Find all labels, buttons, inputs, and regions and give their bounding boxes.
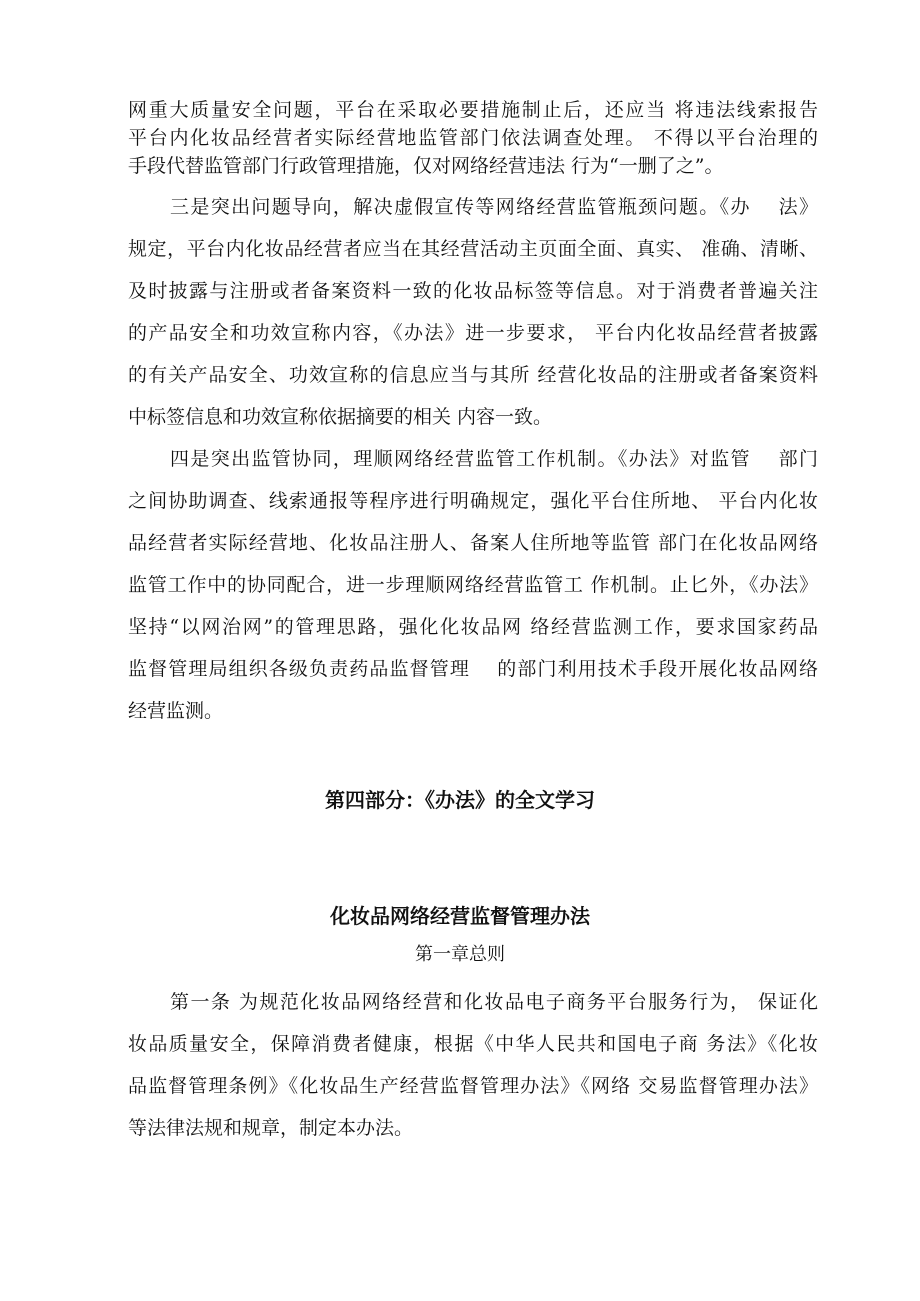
text-line: 的产品安全和功效宣称内容，《办法》进一步要求， 平台内化妆品经营者披露 xyxy=(128,322,818,344)
section-heading: 第四部分：《办法》的全文学习 xyxy=(325,788,595,812)
text-line: 网重大质量安全问题，平台在采取必要措施制止后，还应当 将违法线索报告 xyxy=(128,99,818,121)
text-line: 平台内化妆品经营者实际经营地监管部门依法调查处理。 不得以平台治理的 xyxy=(128,127,818,149)
text-line: 第一条 为规范化妆品网络经营和化妆品电子商务平台服务行为， 保证化 xyxy=(170,991,818,1013)
text-line: 妆品质量安全，保障消费者健康，根据《中华人民共和国电子商 务法》《化妆 xyxy=(128,1033,818,1055)
text-line: 品经营者实际经营地、化妆品注册人、备案人住所地等监管 部门在化妆品网络 xyxy=(128,532,818,554)
text-line: 监督管理局组织各级负责药品监督管理 的部门利用技术手段开展化妆品网络 xyxy=(128,658,818,680)
text-line: 监管工作中的协同配合，进一步理顺网络经营监管工 作机制。止匕外，《办法》 xyxy=(128,574,818,596)
chapter-title: 第一章总则 xyxy=(415,944,505,965)
text-line: 品监督管理条例》《化妆品生产经营监督管理办法》《网络 交易监督管理办法》 xyxy=(128,1075,818,1097)
text-line: 四是突出监管协同，理顺网络经营监管工作机制。《办法》对监管 部门 xyxy=(170,448,818,470)
text-line: 三是突出问题导向，解决虚假宣传等网络经营监管瓶颈问题。《办 法》 xyxy=(170,196,818,218)
document-title: 化妆品网络经营监督管理办法 xyxy=(330,904,590,928)
text-line: 的有关产品安全、功效宣称的信息应当与其所 经营化妆品的注册或者备案资料 xyxy=(128,364,818,386)
text-line: 之间协助调查、线索通报等程序进行明确规定，强化平台住所地、 平台内化妆 xyxy=(128,490,818,512)
text-line: 规定，平台内化妆品经营者应当在其经营活动主页面全面、真实、 准确、清晰、 xyxy=(128,238,818,260)
text-line: 等法律法规和规章，制定本办法。 xyxy=(128,1117,414,1139)
text-line: 经营监测。 xyxy=(128,700,224,722)
text-line: 及时披露与注册或者备案资料一致的化妆品标签等信息。对于消费者普遍关注 xyxy=(128,280,818,302)
text-line: 手段代替监管部门行政管理措施，仅对网络经营违法 行为“一删了之”。 xyxy=(128,155,724,177)
text-line: 坚持“以网治网”的管理思路，强化化妆品网 络经营监测工作，要求国家药品 xyxy=(128,616,818,638)
text-line: 中标签信息和功效宣称依据摘要的相关 内容一致。 xyxy=(128,406,553,428)
